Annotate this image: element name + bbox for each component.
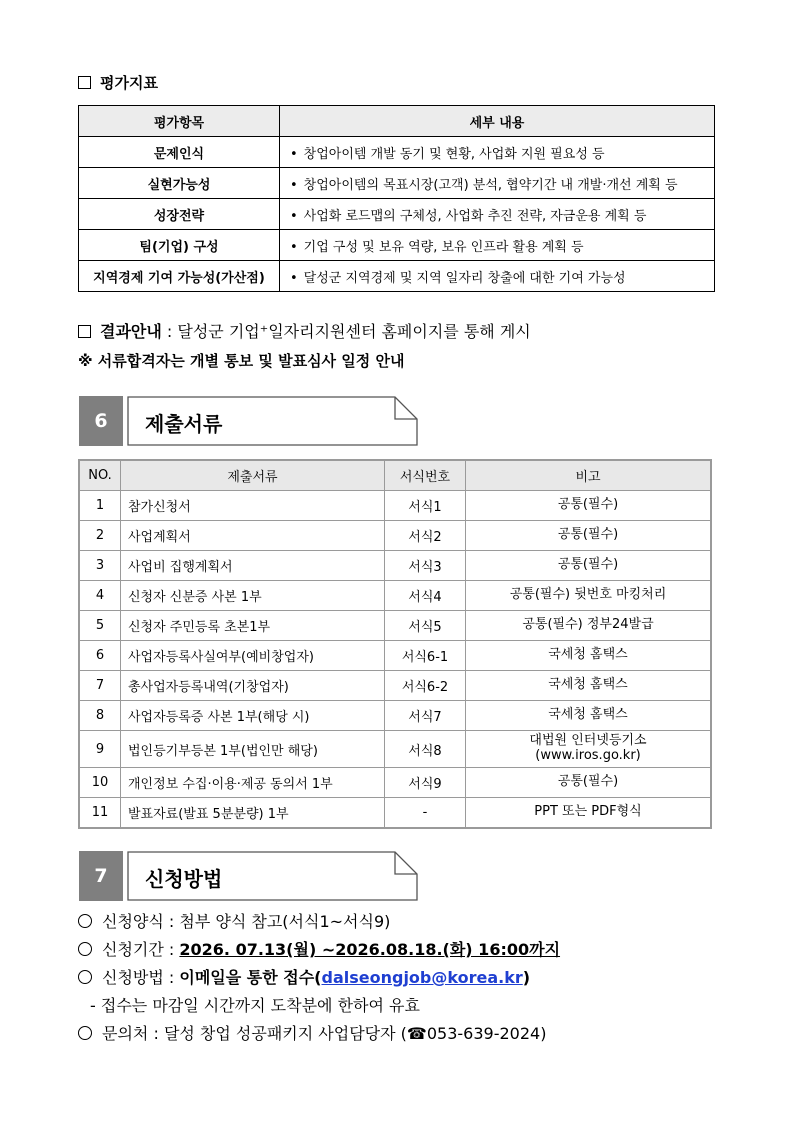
doc-no: 8 (79, 701, 121, 731)
apply-info (78, 908, 560, 1048)
doc-name: 사업자등록사실여부(예비창업자) (121, 641, 385, 671)
doc-no: 3 (79, 551, 121, 581)
doc-no: 7 (79, 671, 121, 701)
table-row (79, 551, 711, 581)
apply-period-line: 신청기간 : 2026. 07.13(월) ~2026.08.18.(화) 16:00까지 (78, 936, 560, 964)
doc-form: 서식8 (385, 731, 466, 768)
section-header-apply (79, 851, 419, 901)
result-notice: 결과안내 : 달성군 기업⁺일자리지원센터 홈페이지를 통해 게시 (78, 319, 531, 342)
table-header-row (79, 460, 711, 491)
table-row (79, 581, 711, 611)
table-row (79, 261, 715, 292)
eval-desc: • 창업아이템의 목표시장(고객) 분석, 협약기간 내 개발·개선 계획 등 (280, 168, 715, 199)
doc-name: 참가신청서 (121, 491, 385, 521)
apply-method-line: 신청방법 : 이메일을 통한 접수(dalseongjob@korea.kr) (78, 964, 560, 992)
doc-remark: 국세청 홈택스 (466, 671, 712, 701)
doc-no: 6 (79, 641, 121, 671)
header-form-number: 서식번호 (385, 460, 466, 491)
doc-name: 신청자 주민등록 초본1부 (121, 611, 385, 641)
circle-bullet-icon (78, 942, 92, 956)
table-row (79, 701, 711, 731)
doc-remark: 국세청 홈택스 (466, 641, 712, 671)
table-row (79, 230, 715, 261)
doc-name: 신청자 신분증 사본 1부 (121, 581, 385, 611)
doc-name: 총사업자등록내역(기창업자) (121, 671, 385, 701)
doc-name: 사업비 집행계획서 (121, 551, 385, 581)
doc-form: 서식1 (385, 491, 466, 521)
section-number: 7 (79, 851, 123, 901)
doc-remark: 공통(필수) 뒷번호 마킹처리 (466, 581, 712, 611)
doc-no: 9 (79, 731, 121, 768)
doc-remark: 대법원 인터넷등기소 (www.iros.go.kr) (466, 731, 712, 768)
doc-form: 서식7 (385, 701, 466, 731)
doc-remark: 공통(필수) (466, 551, 712, 581)
checkbox-square-icon (78, 76, 91, 89)
phone-icon: ☎ (406, 1024, 427, 1043)
doc-no: 11 (79, 798, 121, 829)
eval-table (78, 105, 715, 292)
eval-item: 실현가능성 (79, 168, 280, 199)
table-row (79, 137, 715, 168)
table-row (79, 611, 711, 641)
apply-method-note: - 접수는 마감일 시간까지 도착분에 한하여 유효 (90, 996, 420, 1015)
table-row (79, 491, 711, 521)
table-header-row (79, 106, 715, 137)
doc-remark: 공통(필수) (466, 491, 712, 521)
header-remark: 비고 (466, 460, 712, 491)
table-row (79, 768, 711, 798)
doc-no: 1 (79, 491, 121, 521)
doc-form: 서식2 (385, 521, 466, 551)
section-title: 제출서류 (145, 412, 223, 436)
section-number: 6 (79, 396, 123, 446)
doc-form: 서식3 (385, 551, 466, 581)
eval-desc: • 기업 구성 및 보유 역량, 보유 인프라 활용 계획 등 (280, 230, 715, 261)
circle-bullet-icon (78, 1026, 92, 1040)
doc-form: 서식9 (385, 768, 466, 798)
header-eval-detail: 세부 내용 (280, 106, 715, 137)
doc-remark: 공통(필수) (466, 521, 712, 551)
doc-no: 10 (79, 768, 121, 798)
doc-name: 법인등기부등본 1부(법인만 해당) (121, 731, 385, 768)
header-document: 제출서류 (121, 460, 385, 491)
circle-bullet-icon (78, 970, 92, 984)
header-eval-item: 평가항목 (79, 106, 280, 137)
table-row (79, 671, 711, 701)
table-row (79, 168, 715, 199)
doc-remark: PPT 또는 PDF형식 (466, 798, 712, 829)
doc-no: 4 (79, 581, 121, 611)
doc-name: 사업자등록증 사본 1부(해당 시) (121, 701, 385, 731)
eval-desc: • 달성군 지역경제 및 지역 일자리 창출에 대한 기여 가능성 (280, 261, 715, 292)
eval-item: 팀(기업) 구성 (79, 230, 280, 261)
documents-table (78, 459, 712, 829)
circle-bullet-icon (78, 914, 92, 928)
table-row (79, 199, 715, 230)
eval-section-title: 평가지표 (78, 72, 158, 93)
doc-remark: 국세청 홈택스 (466, 701, 712, 731)
table-row (79, 521, 711, 551)
eval-desc: • 사업화 로드맵의 구체성, 사업화 추진 전략, 자금운용 계획 등 (280, 199, 715, 230)
doc-no: 5 (79, 611, 121, 641)
doc-form: 서식6-2 (385, 671, 466, 701)
eval-item: 성장전략 (79, 199, 280, 230)
header-no: NO. (79, 460, 121, 491)
doc-form: - (385, 798, 466, 829)
doc-name: 사업계획서 (121, 521, 385, 551)
contact-line: 문의처 : 달성 창업 성공패키지 사업담당자 (☎053-639-2024) (78, 1020, 560, 1048)
table-row (79, 731, 711, 768)
eval-desc: • 창업아이템 개발 동기 및 현황, 사업화 지원 필요성 등 (280, 137, 715, 168)
doc-form: 서식4 (385, 581, 466, 611)
doc-form: 서식6-1 (385, 641, 466, 671)
email-link[interactable]: dalseongjob@korea.kr (321, 968, 523, 987)
doc-form: 서식5 (385, 611, 466, 641)
eval-item: 지역경제 기여 가능성(가산점) (79, 261, 280, 292)
eval-item: 문제인식 (79, 137, 280, 168)
doc-remark: 공통(필수) (466, 768, 712, 798)
section-title: 신청방법 (145, 867, 223, 891)
doc-name: 발표자료(발표 5분분량) 1부 (121, 798, 385, 829)
checkbox-square-icon (78, 325, 91, 338)
doc-name: 개인정보 수집·이용·제공 동의서 1부 (121, 768, 385, 798)
doc-remark: 공통(필수) 정부24발급 (466, 611, 712, 641)
doc-no: 2 (79, 521, 121, 551)
screening-note: ※ 서류합격자는 개별 통보 및 발표심사 일정 안내 (78, 352, 405, 370)
table-row (79, 798, 711, 829)
apply-form-line: 신청양식 : 첨부 양식 참고(서식1~서식9) (78, 908, 560, 936)
section-header-docs (79, 396, 419, 446)
table-row (79, 641, 711, 671)
